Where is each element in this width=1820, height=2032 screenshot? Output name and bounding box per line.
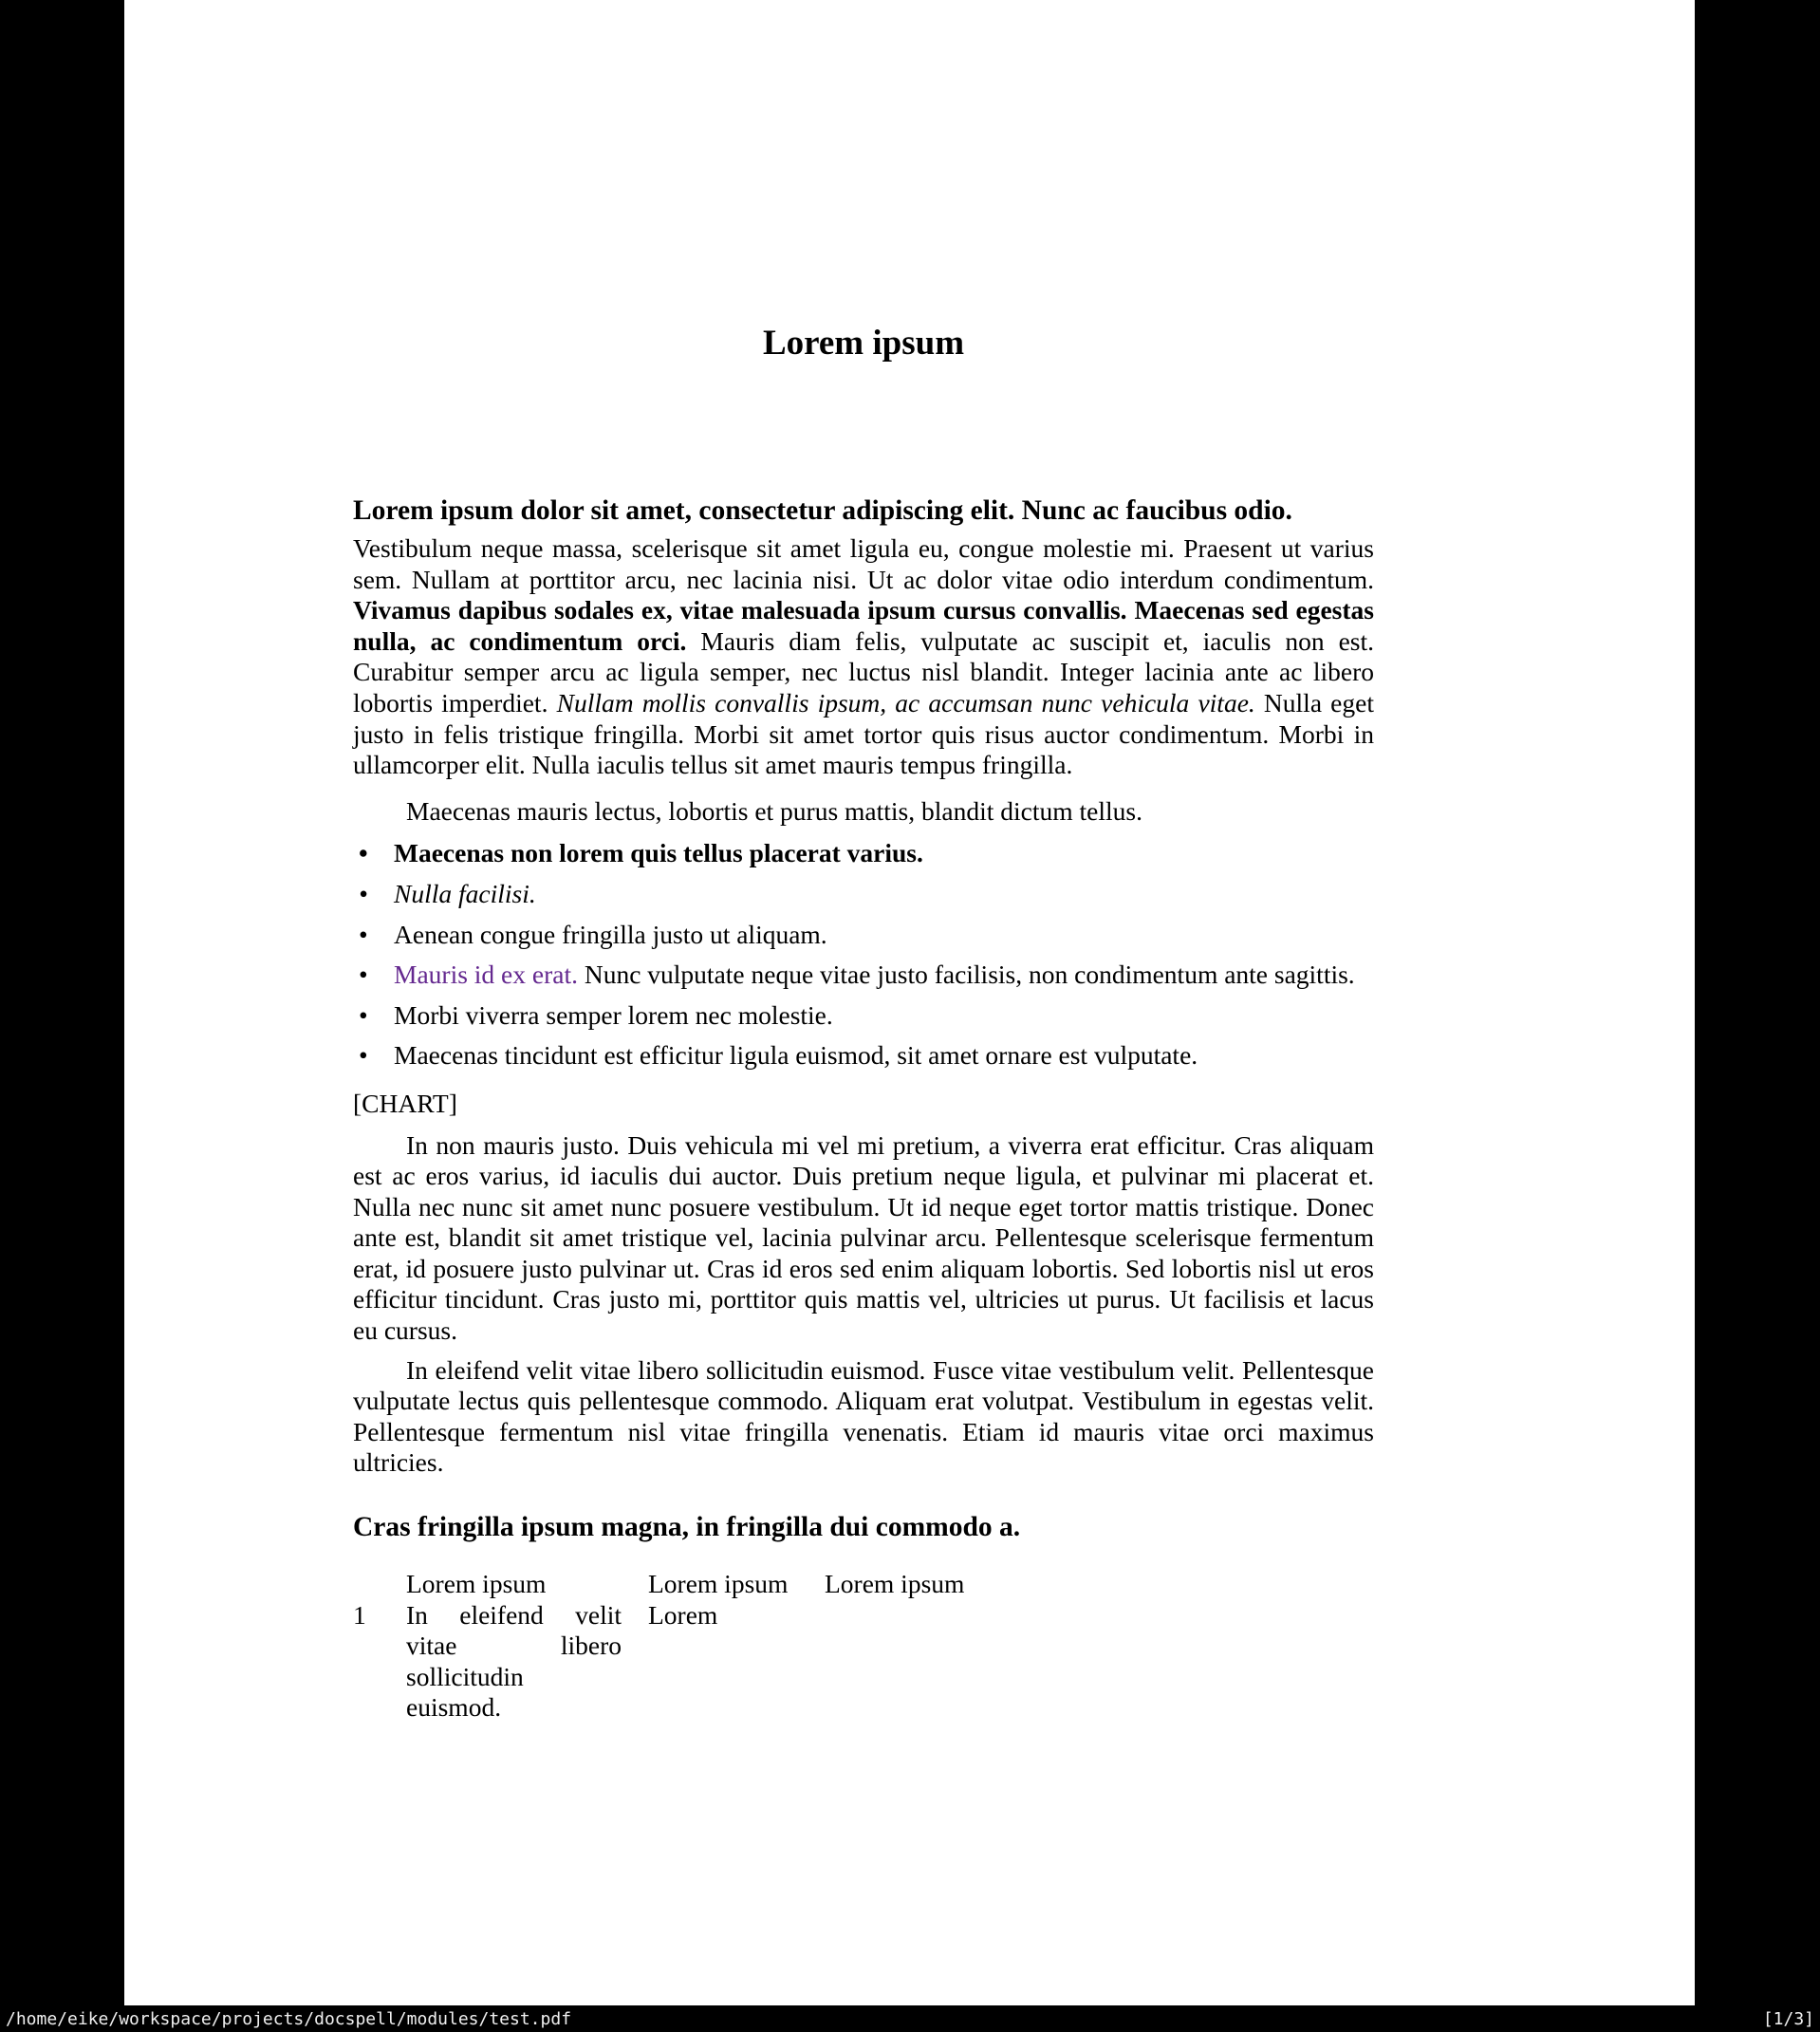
document-page[interactable] <box>124 0 1695 2005</box>
bullet-item: • Nulla facilisi. <box>394 879 1374 910</box>
bullet-item-text: Nunc vulputate neque vitae justo facilisis, non condimentum ante sagittis. <box>577 960 1355 990</box>
statusbar-filepath: /home/eike/workspace/projects/docspell/modules/test.pdf <box>6 2008 572 2029</box>
table-cell: Lorem <box>648 1599 718 1630</box>
document-title: Lorem ipsum <box>762 324 965 363</box>
paragraph-3: In non mauris justo. Duis vehicula mi vel mi pretium, a viverra erat efficitur. Cras aliquam est ac eros varius, id iaculis dui auctor. Duis pretium neque ligula, et pulvinar mi placerat et. Nulla nec nunc sit amet nunc posuere vestibulum. Ut id neque eget tortor mattis tristique. Donec ante est, blandit sit amet tristique vel, lacinia pulvinar arcu. Pellentesque scelerisque fermentum erat, id posuere justo pulvinar ut. Cras id eros sed enim aliquam lobortis. Sed lobortis nisl ut eros efficitur tincidunt. Cras justo mi, porttitor quis mattis vel, ultricies ut purus. Ut facilisis et lacus eu cursus. <box>353 1129 1374 1346</box>
section-2-heading: Cras fringilla ipsum magna, in fringilla dui commodo a. <box>353 1512 1021 1543</box>
table-header-cell: Lorem ipsum <box>406 1569 547 1599</box>
statusbar <box>0 2005 1820 2032</box>
paragraph-1-run-normal: Vestibulum neque massa, scelerisque sit amet ligula eu, congue molestie mi. Praesent ut varius sem. Nullam at porttitor arcu, nec lacinia nisi. Ut ac dolor vitae odio interdum condimentum. <box>353 533 1374 594</box>
table-row-number: 1 <box>353 1599 366 1630</box>
table-header-cell <box>353 1569 406 1600</box>
section-1-heading: Lorem ipsum dolor sit amet, consectetur adipiscing elit. Nunc ac faucibus odio. <box>353 495 1292 526</box>
table-header-cell: Lorem ipsum <box>825 1569 965 1599</box>
paragraph-1-run-normal: Mauris diam felis, vulputate ac suscipit et, iaculis non est. Curabitur semper arcu ac ligula semper, nec luctus nisl blandit. Integer lacinia ante ac libero lobortis imperdiet. <box>353 625 1374 718</box>
paragraph-1-run-normal: Nulla eget justo in felis tristique fringilla. Morbi sit amet tortor quis risus auctor condimentum. Morbi in ullamcorper elit. Nulla iaculis tellus sit amet mauris tempus fringilla. <box>353 687 1374 780</box>
data-table <box>353 1569 1374 1724</box>
bullet-item: • Aenean congue fringilla justo ut aliquam. <box>394 920 1374 951</box>
document-link[interactable]: Mauris id ex erat. <box>394 960 578 990</box>
bullet-item: • Maecenas tincidunt est efficitur ligula euismod, sit amet ornare est vulputate. <box>394 1040 1374 1072</box>
table-cell <box>825 1600 1374 1724</box>
table-cell: In eleifend velit vitae libero sollicitudin euismod. <box>406 1599 622 1723</box>
bullet-item: • Morbi viverra semper lorem nec molestie. <box>394 1000 1374 1032</box>
paragraph-4: In eleifend velit vitae libero sollicitudin euismod. Fusce vitae vestibulum velit. Pellentesque vulputate lectus quis pellentesque commodo. Aliquam erat volutpat. Vestibulum in egestas velit. Pellentesque fermentum nisl vitae fringilla venenatis. Etiam id mauris vitae orci maximus ultricies. <box>353 1354 1374 1478</box>
paragraph-1-run-italic: Nullam mollis convallis ipsum, ac accumsan nunc vehicula vitae. <box>556 687 1255 718</box>
table-header-cell: Lorem ipsum <box>648 1569 789 1599</box>
bullet-list <box>353 838 1374 1072</box>
statusbar-page-indicator: [1/3] <box>1762 2008 1814 2029</box>
bullet-item: • Maecenas non lorem quis tellus placerat varius. <box>394 838 1374 869</box>
paragraph-2: Maecenas mauris lectus, lobortis et purus mattis, blandit dictum tellus. <box>406 795 1142 826</box>
chart-placeholder: [CHART] <box>353 1088 457 1118</box>
paragraph-1 <box>353 533 1374 781</box>
paragraph-1-run-bold: Vivamus dapibus sodales ex, vitae malesuada ipsum cursus convallis. Maecenas sed egestas nulla, ac condimentum orci. <box>353 595 1374 656</box>
document-content <box>353 0 1374 1724</box>
bullet-item <box>394 960 1374 991</box>
